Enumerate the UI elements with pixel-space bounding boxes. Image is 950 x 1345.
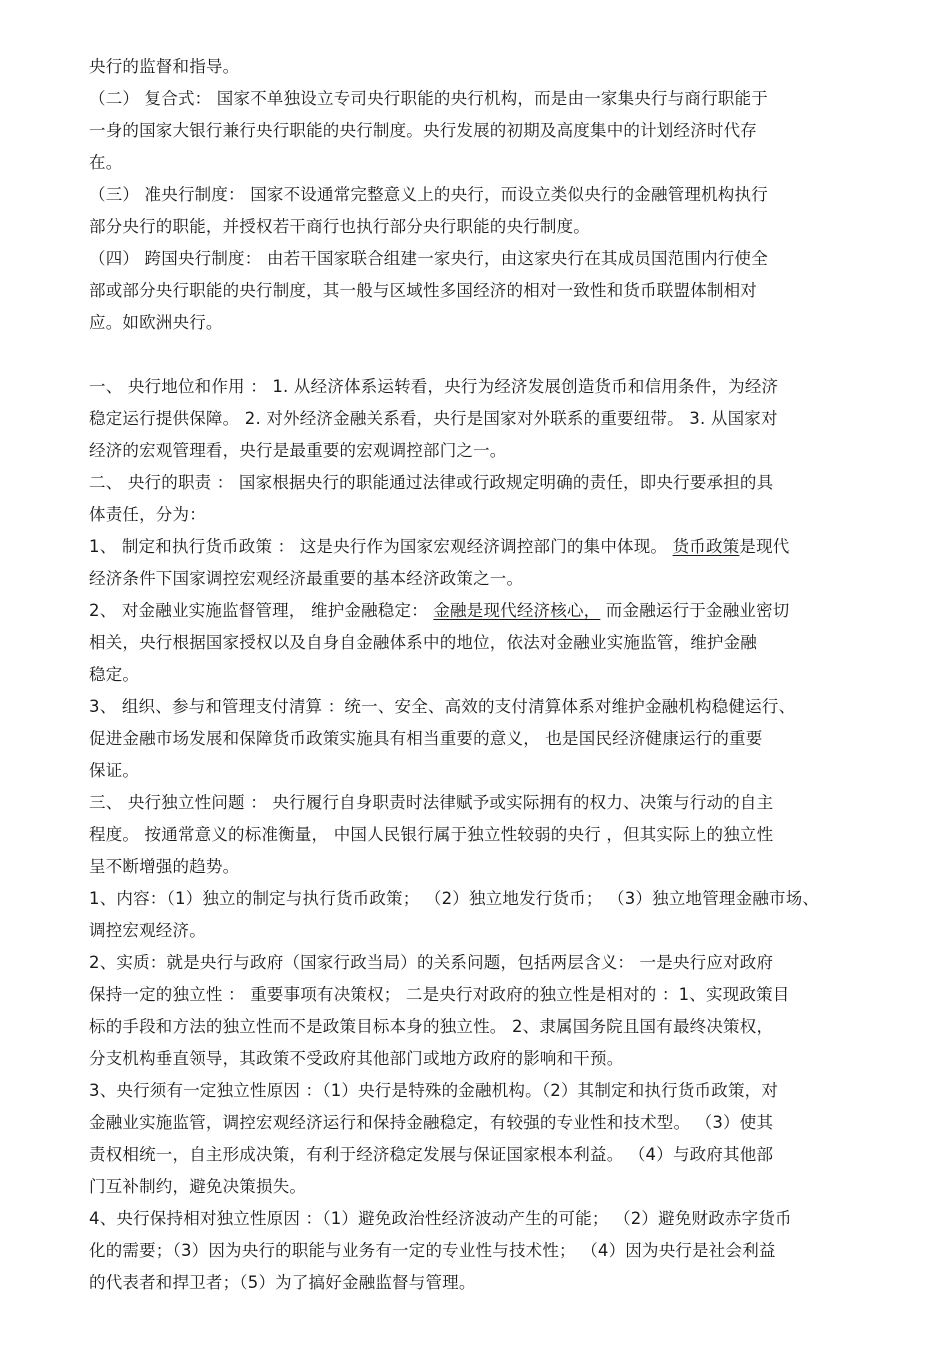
text-line: 相关，央行根据国家授权以及自身自金融体系中的地位，依法对金融业实施监管，维护金融: [89, 633, 757, 652]
text-line: 责权相统一，自主形成决策，有利于经济稳定发展与保证国家根本利益。 （4）与政府其他部: [89, 1145, 774, 1164]
text-run: 而金融运行于金融业密切: [600, 601, 790, 620]
text-line: （四） 跨国央行制度： 由若干国家联合组建一家央行，由这家央行在其成员国范围内行使全: [89, 249, 768, 268]
section-heading-3: 三、 央行独立性问题 ： 央行履行自身职责时法律赋予或实际拥有的权力、决策与行动的自主: [89, 793, 774, 812]
underlined-term: 货币政策: [672, 537, 740, 556]
text-line: 经济的宏观管理看，央行是最重要的宏观调控部门之一。: [89, 441, 507, 460]
text-line: 稳定。: [89, 665, 140, 684]
text-line: 一身的国家大银行兼行央行职能的央行制度。央行发展的初期及高度集中的计划经济时代存: [89, 121, 757, 140]
text-line: [89, 600, 790, 622]
text-line: 4、央行保持相对独立性原因 ：（1）避免政治性经济波动产生的可能； （2）避免财政赤字货币: [89, 1209, 792, 1228]
text-line: 调控宏观经济。: [89, 921, 206, 940]
text-line: 3、 组织、参与和管理支付清算 ：统一、安全、高效的支付清算体系对维护金融机构稳健运行、: [89, 697, 796, 716]
text-line: 部分央行的职能，并授权若干商行也执行部分央行职能的央行制度。: [89, 217, 590, 236]
text-line: 2、实质：就是央行与政府（国家行政当局）的关系问题，包括两层含义： 一是央行应对政府: [89, 953, 774, 972]
text-line: [89, 536, 790, 558]
underlined-term: 金融是现代经济核心，: [433, 601, 601, 620]
text-run: 是现代: [739, 537, 790, 556]
text-line: 化的需要；（3）因为央行的职能与业务有一定的专业性与技术性； （4）因为央行是社会利益: [89, 1241, 776, 1260]
section-heading-2: 二、 央行的职责 ： 国家根据央行的职能通过法律或行政规定明确的责任，即央行要承担的具: [89, 473, 774, 492]
text-line: 保持一定的独立性 ： 重要事项有决策权； 二是央行对政府的独立性是相对的 ：1、实现政策目: [89, 985, 790, 1004]
text-run: 2、 对金融业实施监督管理， 维护金融稳定：: [89, 601, 434, 620]
text-line: 门互补制约，避免决策损失。: [89, 1177, 307, 1196]
text-line: 经济条件下国家调控宏观经济最重要的基本经济政策之一。: [89, 569, 524, 588]
section-heading-1: 一、 央行地位和作用 ： 1. 从经济体系运转看，央行为经济发展创造货币和信用条件，为经济: [89, 377, 779, 396]
text-line: （二） 复合式： 国家不单独设立专司央行职能的央行机构，而是由一家集央行与商行职能于: [89, 89, 768, 108]
text-line: 体责任，分为：: [89, 505, 206, 524]
text-line: 3、央行须有一定独立性原因 ：（1）央行是特殊的金融机构。（2）其制定和执行货币政策，对: [89, 1081, 779, 1100]
text-line: 部或部分央行职能的央行制度，其一般与区域性多国经济的相对一致性和货币联盟体制相对: [89, 281, 757, 300]
text-line: （三） 准央行制度： 国家不设通常完整意义上的央行，而设立类似央行的金融管理机构执行: [89, 185, 768, 204]
text-line: 稳定运行提供保障。 2. 对外经济金融关系看，央行是国家对外联系的重要纽带。 3. 从国家对: [89, 409, 778, 428]
text-line: 的代表者和捍卫者；（5）为了搞好金融监督与管理。: [89, 1273, 476, 1292]
text-line: 呈不断增强的趋势。: [89, 857, 240, 876]
text-line: 金融业实施监管，调控宏观经济运行和保持金融稳定，有较强的专业性和技术型。 （3）使其: [89, 1113, 774, 1132]
text-line: 应。如欧洲央行。: [89, 313, 223, 332]
text-line: 标的手段和方法的独立性而不是政策目标本身的独立性。 2、隶属国务院且国有最终决策权，: [89, 1017, 774, 1036]
text-line: 央行的监督和指导。: [89, 57, 240, 76]
text-line: 1、内容：（1）独立的制定与执行货币政策； （2）独立地发行货币； （3）独立地管理金融市场、: [89, 889, 820, 908]
text-line: 程度。 按通常意义的标准衡量， 中国人民银行属于独立性较弱的央行 ，但其实际上的独立性: [89, 825, 774, 844]
text-line: 保证。: [89, 761, 140, 780]
text-run: 1、 制定和执行货币政策 ： 这是央行作为国家宏观经济调控部门的集中体现。: [89, 537, 673, 556]
text-line: 促进金融市场发展和保障货币政策实施具有相当重要的意义， 也是国民经济健康运行的重要: [89, 729, 763, 748]
text-line: 分支机构垂直领导，其政策不受政府其他部门或地方政府的影响和干预。: [89, 1049, 624, 1068]
text-line: 在。: [89, 153, 123, 172]
